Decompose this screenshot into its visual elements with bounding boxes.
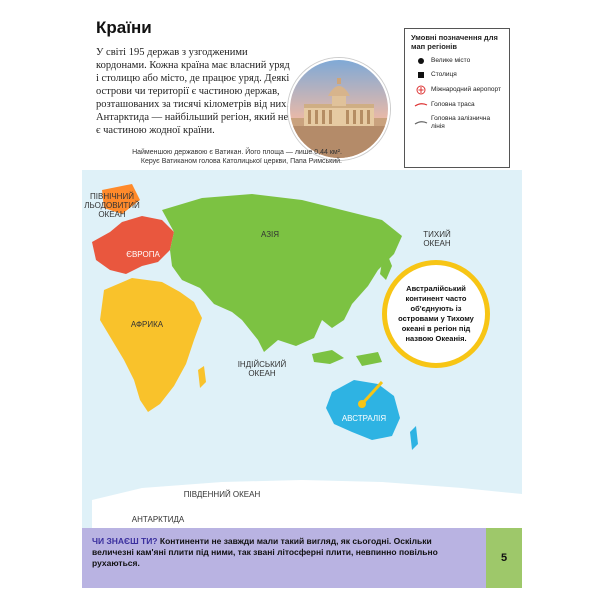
map-legend [404,28,510,168]
pacific-ocean-label: ТИХИЙ ОКЕАН [423,230,451,248]
arctic-ocean-label: ПІВНІЧНИЙ ЛЬОДОВИТИЙ ОКЕАН [84,192,140,219]
intro-paragraph: У світі 195 держав з узгодженими кордонами. Кожна країна має власний уряд і столицю або місто, де працює уряд. Деякі острови чи території є частиною держав, розташованих за тисячі кілометрів від них. Антарктида — найбільший регіон, який не є частиною жодної країни. [96,47,290,136]
australia-label: АВСТРАЛІЯ [341,414,387,423]
footer-lead: ЧИ ЗНАЄШ ТИ? [92,536,158,546]
bubble-connector-dot [358,400,366,408]
africa-label: АФРИКА [130,320,164,329]
legend-item-label: Міжнародний аеропорт [431,86,501,93]
legend-item-label: Велике місто [431,57,471,64]
page-number: 5 [486,528,522,588]
square-icon [411,71,431,79]
footer-text [92,536,462,569]
asia-label: АЗІЯ [260,230,280,239]
page-title: Країни [96,18,152,37]
dot-icon [411,57,431,65]
legend-item [411,85,503,95]
did-you-know-footer [82,528,522,588]
railway-icon [411,120,431,126]
legend-item-label: Головна траса [431,101,475,108]
europe-label: ЄВРОПА [126,250,160,259]
oceania-callout: Австралійський континент часто об'єднують із островами у Тихому океані в регіон під назвою Океанія. [382,260,490,368]
vatican-photo-illustration [290,60,388,158]
footer-body: Континенти не завжди мали такий вигляд, як сьогодні. Оскільки величезні кам'яні плити під ними, так звані літосферні плити, невпинно повільно рухаються. [92,536,438,568]
legend-item [411,71,503,79]
legend-item [411,115,503,131]
legend-title: Умовні позначення для мап регіонів [411,33,498,51]
legend-item [411,101,503,109]
antarctica-label: АНТАРКТИДА [131,515,185,524]
indian-ocean-label: ІНДІЙСЬКИЙ ОКЕАН [237,360,287,378]
airport-icon [411,85,431,95]
road-icon [411,102,431,108]
legend-item [411,57,503,65]
legend-item-label: Головна залізнична лінія [431,115,491,130]
book-page [82,10,522,578]
vatican-photo [288,58,390,160]
legend-item-label: Столиця [431,71,457,78]
vatican-caption: Найменшою державою є Ватикан. Його площа — лише 0,44 км². Керує Ватиканом голова Католицької церкви, Папа Римський. [132,149,342,165]
southern-ocean-label: ПІВДЕННИЙ ОКЕАН [183,490,261,499]
